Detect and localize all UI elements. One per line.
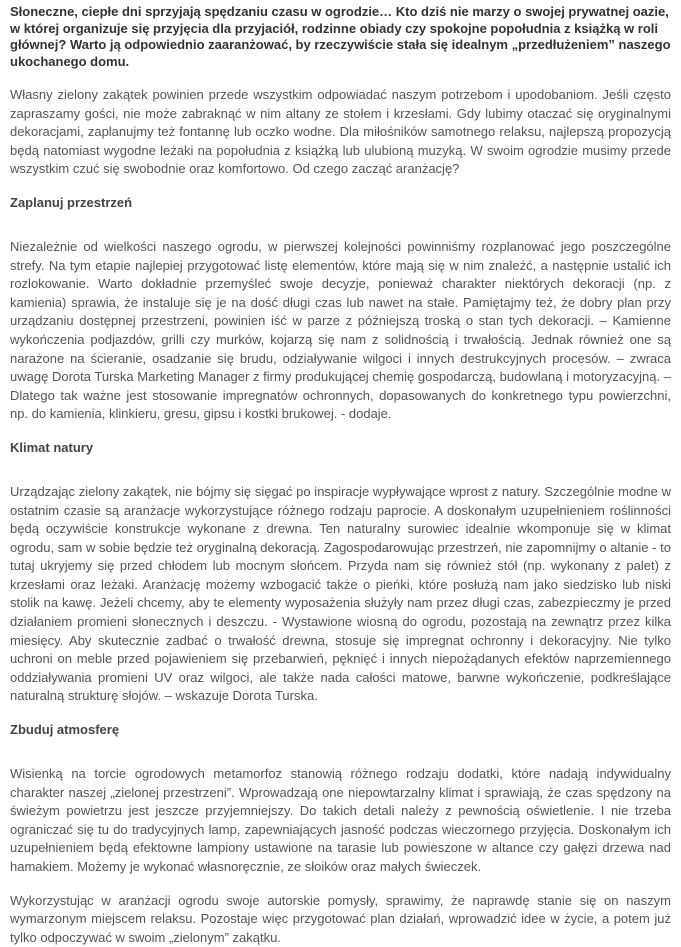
section-paragraph-plan: Niezależnie od wielkości naszego ogrodu, w pierwszej kolejności powinniśmy rozplanować jego poszczególne strefy. Na tym etapie najlepiej przygotować listę elementów, które mają się w nim znaleźć, a następnie ustalić ich rozlokowanie. Warto dokładnie przemyśleć swoje decyzje, ponieważ charakter niektórych dekoracji (np. z kamienia) sprawia, że instaluje się je na dość długi czas lub nawet na stałe. Pamiętajmy też, że dobry plan przy urządzaniu dostępnej przestrzeni, powinien iść w parze z późniejszą troską o stan tych dekoracji. – Kamienne wykończenia podjazdów, grilli czy murków, kojarzą się nam z solidnością i trwałością. Jednak również one są narażone na ścieranie, osadzanie się brudu, odziaływanie wilgoci i innych destrukcyjnych procesów. – zwraca uwagę Dorota Turska Marketing Manager z firmy produkującej chemię gospodarczą, budowlaną i motoryzacyjną. – Dlatego tak ważne jest stosowanie impregnatów ochronnych, dopasowanych do konkretnego typu powierzchni, np. do kamienia, klinkieru, gresu, gipsu i kostki brukowej. - dodaje. xyxy=(10,238,671,422)
section-spacer xyxy=(10,226,671,238)
article-lead: Słoneczne, ciepłe dni sprzyjają spędzaniu czasu w ogrodzie… Kto dziś nie marzy o swojej prywatnej oazie, w której organizuje się przyjęcia dla przyjaciół, rodzinne obiady czy spokojne popołudnia z książką w roli głównej? Warto ją odpowiednio zaaranżować, by rzeczywiście stała się idealnym „przedłużeniem” naszego ukochanego domu. xyxy=(10,4,671,69)
closing-paragraph: Wykorzystując w aranżacji ogrodu swoje autorskie pomysły, sprawimy, że naprawdę stanie się on naszym wymarzonym miejscem relaksu. Pozostaje więc przygotować plan działań, wprowadzić idee w życie, a potem już tylko odpoczywać w swoim „zielonym” zakątku. xyxy=(10,892,671,945)
section-heading-atmosphere: Zbuduj atmosferę xyxy=(10,722,120,738)
section-heading-nature: Klimat natury xyxy=(10,439,94,455)
section-spacer xyxy=(10,753,671,765)
section-spacer xyxy=(10,471,671,483)
section-heading-plan: Zaplanuj przestrzeń xyxy=(10,194,133,210)
section-paragraph-atmosphere: Wisienką na torcie ogrodowych metamorfoz stanowią różnego rodzaju dodatki, które nadają indywidualny charakter naszej „zielonej przestrzeni”. Wprowadzają one niepowtarzalny klimat i sprawiają, że czas spędzony na świeżym powietrzu jest jeszcze przyjemniejszy. Do takich detali należy z pewnością oświetlenie. I nie trzeba ograniczać się tu do tradycyjnych lamp, zapewniających jasność podczas wieczornego przyjęcia. Doskonałym ich uzupełnieniem będą efektowne lampiony ustawione na tarasie lub powieszone w altance czy gałęzi drzewa nad hamakiem. Możemy je wykonać własnoręcznie, ze słoików oraz małych świeczek. xyxy=(10,766,671,874)
section-paragraph-nature: Urządzając zielony zakątek, nie bójmy się sięgać po inspiracje wypływające wprost z natury. Szczególnie modne w ostatnim czasie są aranżacje wykorzystujące różnego rodzaju paprocie. A doskonałym uzupełnieniem roślinności będą oczywiście konstrukcje wykonane z drewna. Ten naturalny surowiec idealnie wkomponuje się w klimat ogrodu, sam w sobie będzie też oryginalną dekoracją. Zagospodarowując przestrzeń, nie zapomnijmy o altanie - to tutaj ukryjemy się przed chłodem lub mocnym słońcem. Przyda nam się również stół (np. wykonany z palet) z krzesłami oraz leżaki. Aranżację możemy wzbogacić także o pieńki, które posłużą nam jako siedzisko lub niski stolik na kawę. Jeżeli chcemy, aby te elementy wyposażenia służyły nam przez długi czas, zabezpieczmy je przed działaniem promieni słonecznych i deszczu. - Wystawione wiosną do ogrodu, pozostają na zewnątrz przez kilka miesięcy. Aby skutecznie zadbać o trwałość drewna, stosuje się impregnat ochronny i dekoracyjny. Nie tylko uchroni on meble przed pojawieniem się przebarwień, pęknięć i innych niepożądanych efektów naprzemiennego oddziaływania promieni UV oraz wilgoci, ale także nada całości matowe, barwne wykończenie, podkreślające naturalną strukturę słojów. – wskazuje Dorota Turska. xyxy=(10,483,671,704)
intro-paragraph: Własny zielony zakątek powinien przede wszystkim odpowiadać naszym potrzebom i upodobaniom. Jeśli często zapraszamy gości, nie może zabraknąć w nim altany ze stołem i krzesłami. Gdy lubimy otaczać się oryginalnymi dekoracjami, zaplanujmy też fontannę lub oczko wodne. Dla miłośników samotnego relaksu, najlepszą propozycją będą natomiast wygodne leżaki na popołudnia z książką lub ulubioną muzyką. W swoim ogrodzie musimy przede wszystkim czuć się swobodnie oraz komfortowo. Od czego zacząć aranżację? xyxy=(10,87,671,177)
